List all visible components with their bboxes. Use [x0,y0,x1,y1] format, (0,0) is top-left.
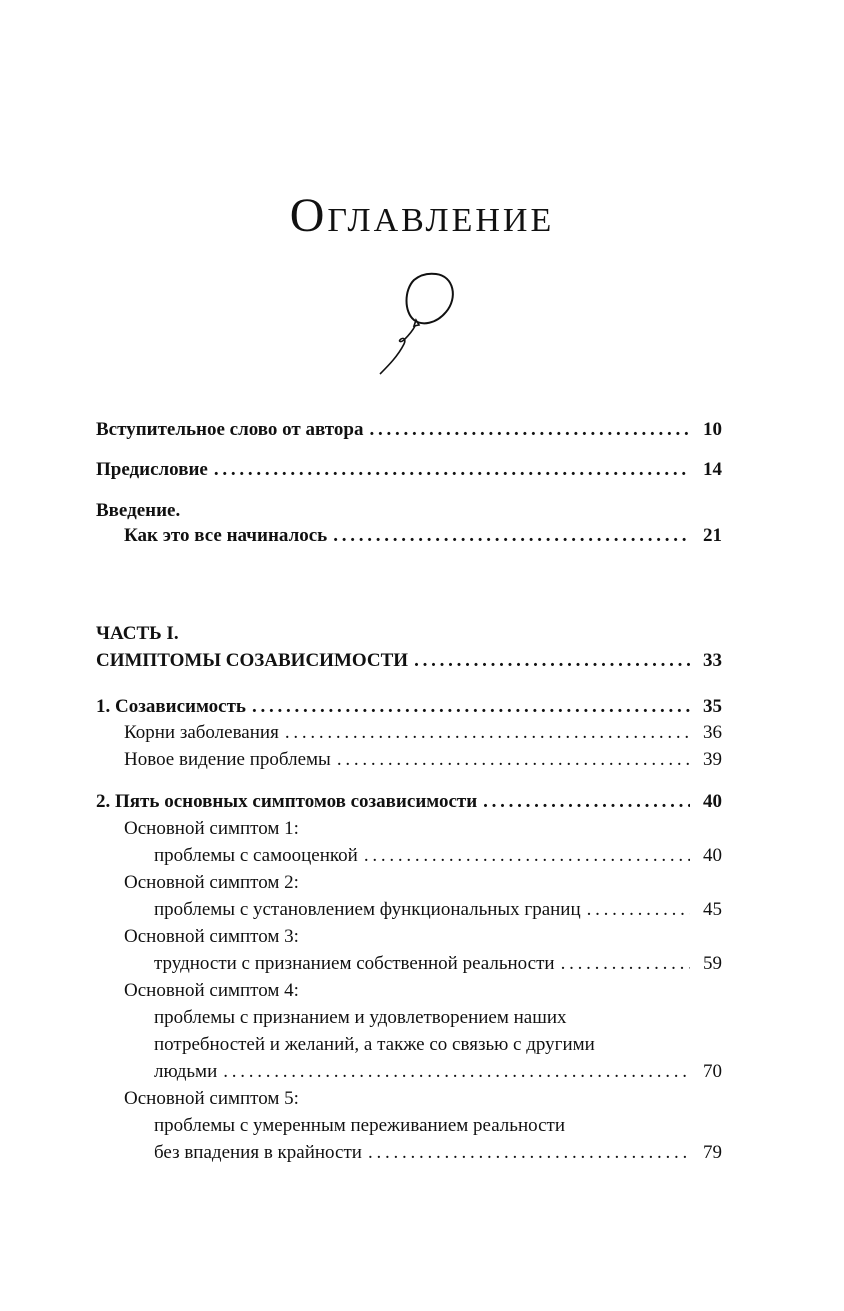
page-number: 59 [703,953,722,974]
dot-leader [364,843,690,869]
toc-entry-symptom-4[interactable]: людьми . . . 70 [154,1059,722,1085]
dot-leader [333,523,690,549]
page-number: 45 [703,899,722,920]
symptom-heading: Основной симптом 4: [124,980,299,1001]
page-number: 10 [703,419,722,440]
dot-leader [252,694,690,720]
toc-entry-author-foreword[interactable]: Вступительное слово от автора . . . 10 [96,417,722,443]
toc-entry-introduction[interactable]: Как это все начиналось . . . 21 [124,523,722,549]
symptom-heading: Основной симптом 2: [124,872,299,893]
toc-entry-chapter-1[interactable]: 1. Созависимость . . . 35 [96,694,722,720]
symptom-description-line: проблемы с умеренным переживанием реальности [154,1115,565,1136]
toc-entry-introduction-heading: Введение. [96,500,181,521]
dot-leader [214,457,690,483]
part-heading: ЧАСТЬ I. [96,623,179,644]
toc-entry-roots[interactable]: Корни заболевания . . . 36 [124,720,722,746]
toc-entry-part-1[interactable]: СИМПТОМЫ СОЗАВИСИМОСТИ . . . 33 [96,648,722,674]
dot-leader [414,648,690,674]
page-number: 14 [703,459,722,480]
symptom-heading: Основной симптом 1: [124,818,299,839]
page-title: Оглавление [289,189,555,242]
dot-leader [223,1059,690,1085]
page-number: 35 [703,696,722,717]
page-number: 40 [703,791,722,812]
toc-entry-symptom-3[interactable]: трудности с признанием собственной реальности . . . 59 [154,951,722,977]
symptom-heading: Основной симптом 5: [124,1088,299,1109]
symptom-description-line: потребностей и желаний, а также со связью с другими [154,1034,595,1055]
dot-leader [561,951,690,977]
dot-leader [337,747,690,773]
symptom-heading: Основной симптом 3: [124,926,299,947]
toc-entry-chapter-2[interactable]: 2. Пять основных симптомов созависимости . . . 40 [96,789,722,815]
toc-entry-symptom-2[interactable]: проблемы с установлением функциональных границ . . . 45 [154,897,722,923]
page-number: 21 [703,525,722,546]
dot-leader [285,720,690,746]
toc-entry-symptom-5[interactable]: без впадения в крайности . . . 79 [154,1140,722,1166]
page-number: 33 [703,650,722,671]
page-number: 40 [703,845,722,866]
dot-leader [483,789,690,815]
toc-entry-new-vision[interactable]: Новое видение проблемы . . . 39 [124,747,722,773]
toc-entry-symptom-1[interactable]: проблемы с самооценкой . . . 40 [154,843,722,869]
page-number: 79 [703,1142,722,1163]
dot-leader [369,417,690,443]
table-of-contents [96,0,722,1311]
page-number: 70 [703,1061,722,1082]
page-number: 39 [703,749,722,770]
dot-leader [368,1140,690,1166]
toc-entry-preface[interactable]: Предисловие . . . 14 [96,457,722,483]
symptom-description-line: проблемы с признанием и удовлетворением наших [154,1007,567,1028]
page-number: 36 [703,722,722,743]
dot-leader [587,897,690,923]
